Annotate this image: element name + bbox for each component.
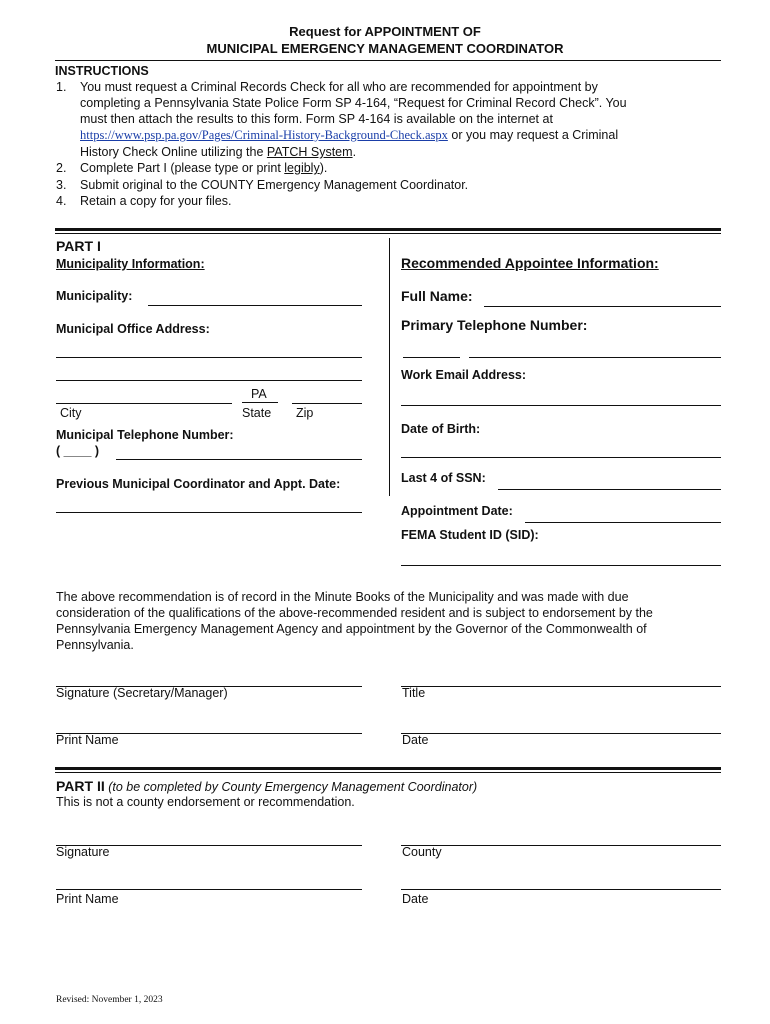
recommendation-line1: The above recommendation is of record in the Minute Books of the Municipality and was made with due — [56, 590, 629, 604]
ssn-label: Last 4 of SSN: — [401, 471, 486, 485]
part2-note: This is not a county endorsement or recommendation. — [56, 795, 355, 809]
part1-heading: PART I — [56, 238, 101, 254]
title-label: Title — [402, 686, 426, 700]
instruction-2-legibly: legibly — [284, 161, 320, 175]
instructions-heading: INSTRUCTIONS — [55, 64, 149, 78]
instruction-1-line1: You must request a Criminal Records Check for all who are recommended for appointment by — [80, 80, 598, 94]
county-date-label: Date — [402, 892, 429, 906]
recommendation-line2: consideration of the qualifications of the above-recommended resident and is subject to endorsement by the — [56, 606, 653, 620]
patch-system-link[interactable]: PATCH System — [266, 145, 353, 159]
office-address-line2-field[interactable] — [56, 365, 362, 381]
instruction-4: Retain a copy for your files. — [80, 194, 232, 208]
city-field[interactable] — [56, 388, 232, 404]
instruction-1-after-link: or you may request a Criminal — [447, 128, 619, 142]
dob-field[interactable] — [401, 442, 721, 458]
state-pa-value: PA — [251, 387, 267, 401]
zip-field[interactable] — [292, 388, 362, 404]
zip-label: Zip — [296, 406, 314, 420]
office-address-label: Municipal Office Address: — [56, 322, 210, 336]
form-title-line1: Request for APPOINTMENT OF — [289, 24, 481, 39]
city-label: City — [60, 406, 82, 420]
part2-heading-row — [56, 778, 477, 794]
dob-label: Date of Birth: — [401, 422, 481, 436]
instruction-1-line5 — [80, 145, 356, 159]
office-address-line1-field[interactable] — [56, 342, 362, 358]
form-title-line2: MUNICIPAL EMERGENCY MANAGEMENT COORDINATOR — [206, 41, 564, 56]
state-label: State — [242, 406, 272, 420]
print-name-field[interactable] — [56, 718, 362, 734]
county-label: County — [402, 845, 442, 859]
part2-top-rule-thin — [55, 772, 721, 773]
recommendation-line4: Pennsylvania. — [56, 638, 134, 652]
full-name-label: Full Name: — [401, 288, 473, 304]
municipal-phone-label: Municipal Telephone Number: — [56, 428, 234, 442]
full-name-field[interactable] — [484, 291, 721, 307]
fema-sid-label: FEMA Student ID (SID): — [401, 528, 539, 542]
recommendation-line3: Pennsylvania Emergency Management Agency and appointment by the Governor of the Commonwealth of — [56, 622, 647, 636]
work-email-field[interactable] — [401, 390, 721, 406]
previous-coordinator-label: Previous Municipal Coordinator and Appt. Date: — [56, 477, 341, 491]
primary-phone-label: Primary Telephone Number: — [401, 317, 588, 333]
secretary-signature-field[interactable] — [56, 671, 362, 687]
part1-top-rule-thin — [55, 233, 721, 234]
county-field[interactable] — [401, 830, 721, 846]
title-underline — [55, 60, 721, 61]
county-print-name-label: Print Name — [56, 892, 119, 906]
instruction-1-line5-pre: History Check Online utilizing the — [80, 145, 267, 159]
municipality-label: Municipality: — [56, 289, 133, 303]
appointee-info-heading: Recommended Appointee Information: — [401, 255, 659, 271]
ssn-field[interactable] — [498, 474, 721, 490]
instruction-3: Submit original to the COUNTY Emergency Management Coordinator. — [80, 178, 469, 192]
county-print-name-field[interactable] — [56, 874, 362, 890]
part1-column-divider — [389, 238, 390, 496]
work-email-label: Work Email Address: — [401, 368, 527, 382]
part2-subheading: (to be completed by County Emergency Management Coordinator) — [104, 780, 478, 794]
title-field[interactable] — [401, 671, 721, 687]
instruction-1-number: 1. — [56, 80, 67, 94]
county-signature-label: Signature — [56, 845, 110, 859]
date-field[interactable] — [401, 718, 721, 734]
part1-top-rule-thick — [55, 228, 721, 231]
instruction-2-post: ). — [319, 161, 328, 175]
municipal-phone-area-code: ( ____ ) — [56, 444, 100, 458]
municipality-info-heading: Municipality Information: — [56, 257, 205, 271]
print-name-label: Print Name — [56, 733, 119, 747]
instruction-3-number: 3. — [56, 178, 67, 192]
part2-heading: PART II — [56, 778, 105, 794]
municipal-phone-field[interactable] — [116, 444, 362, 460]
part2-top-rule-thick — [55, 767, 721, 770]
appointment-date-field[interactable] — [525, 507, 721, 523]
primary-phone-area-field[interactable] — [403, 342, 460, 358]
instruction-1-line2: completing a Pennsylvania State Police Form SP 4-164, “Request for Criminal Record Check”. You — [80, 96, 627, 110]
county-signature-field[interactable] — [56, 830, 362, 846]
state-underline — [242, 402, 278, 403]
instruction-4-number: 4. — [56, 194, 67, 208]
instruction-2 — [80, 161, 327, 175]
instruction-2-number: 2. — [56, 161, 67, 175]
psp-criminal-history-link[interactable]: https://www.psp.pa.gov/Pages/Criminal-History-Background-Check.aspx — [80, 128, 448, 142]
primary-phone-number-field[interactable] — [469, 342, 721, 358]
instruction-1-line3: must then attach the results to this form. Form SP 4-164 is available on the internet at — [80, 112, 553, 126]
date-label: Date — [402, 733, 429, 747]
county-date-field[interactable] — [401, 874, 721, 890]
instruction-2-pre: Complete Part I (please type or print — [80, 161, 285, 175]
previous-coordinator-field[interactable] — [56, 497, 362, 513]
instruction-1-line5-post: . — [352, 145, 357, 159]
appointment-date-label: Appointment Date: — [401, 504, 513, 518]
secretary-signature-label: Signature (Secretary/Manager) — [56, 686, 228, 700]
fema-sid-field[interactable] — [401, 550, 721, 566]
municipality-field[interactable] — [148, 290, 362, 306]
revised-date: Revised: November 1, 2023 — [56, 995, 163, 1005]
instruction-1-line4 — [80, 128, 618, 143]
